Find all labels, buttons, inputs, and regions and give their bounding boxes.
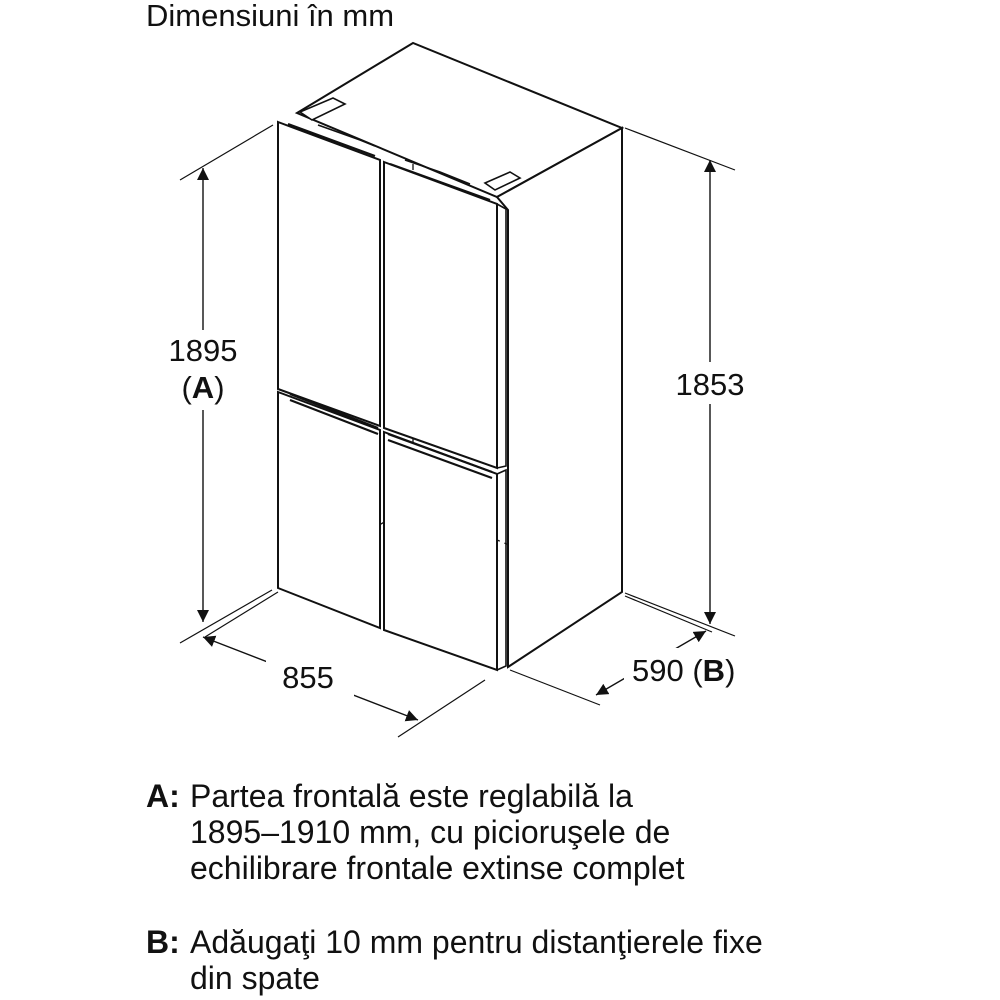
note-a-line-2: 1895–1910 mm, cu picioruşele de: [190, 814, 671, 850]
door-upper-right: [384, 162, 497, 468]
note-b: [146, 924, 763, 996]
door-edge: [497, 204, 506, 468]
drawer-edge: [497, 470, 506, 670]
diagram-title: Dimensiuni în mm: [146, 0, 395, 33]
label-height-body: 1853: [675, 367, 745, 402]
drawer-lower-left: [278, 392, 380, 628]
note-a-key: A:: [146, 778, 180, 814]
note-a-line-3: echilibrare frontale extinse complet: [190, 850, 685, 886]
label-width: 855: [282, 660, 334, 695]
note-a-line-1: Partea frontală este reglabilă la: [190, 778, 633, 814]
label-depth: 590 (B): [632, 653, 736, 688]
fridge-side-face: [497, 128, 622, 667]
door-upper-left: [278, 122, 380, 426]
note-b-line-1: Adăugaţi 10 mm pentru distanţierele fixe: [190, 924, 763, 960]
note-a: [146, 778, 684, 886]
label-height-front-key: (A): [181, 370, 225, 405]
note-b-line-2: din spate: [190, 960, 320, 996]
note-b-key: B:: [146, 924, 180, 960]
label-height-front: 1895: [168, 333, 238, 368]
